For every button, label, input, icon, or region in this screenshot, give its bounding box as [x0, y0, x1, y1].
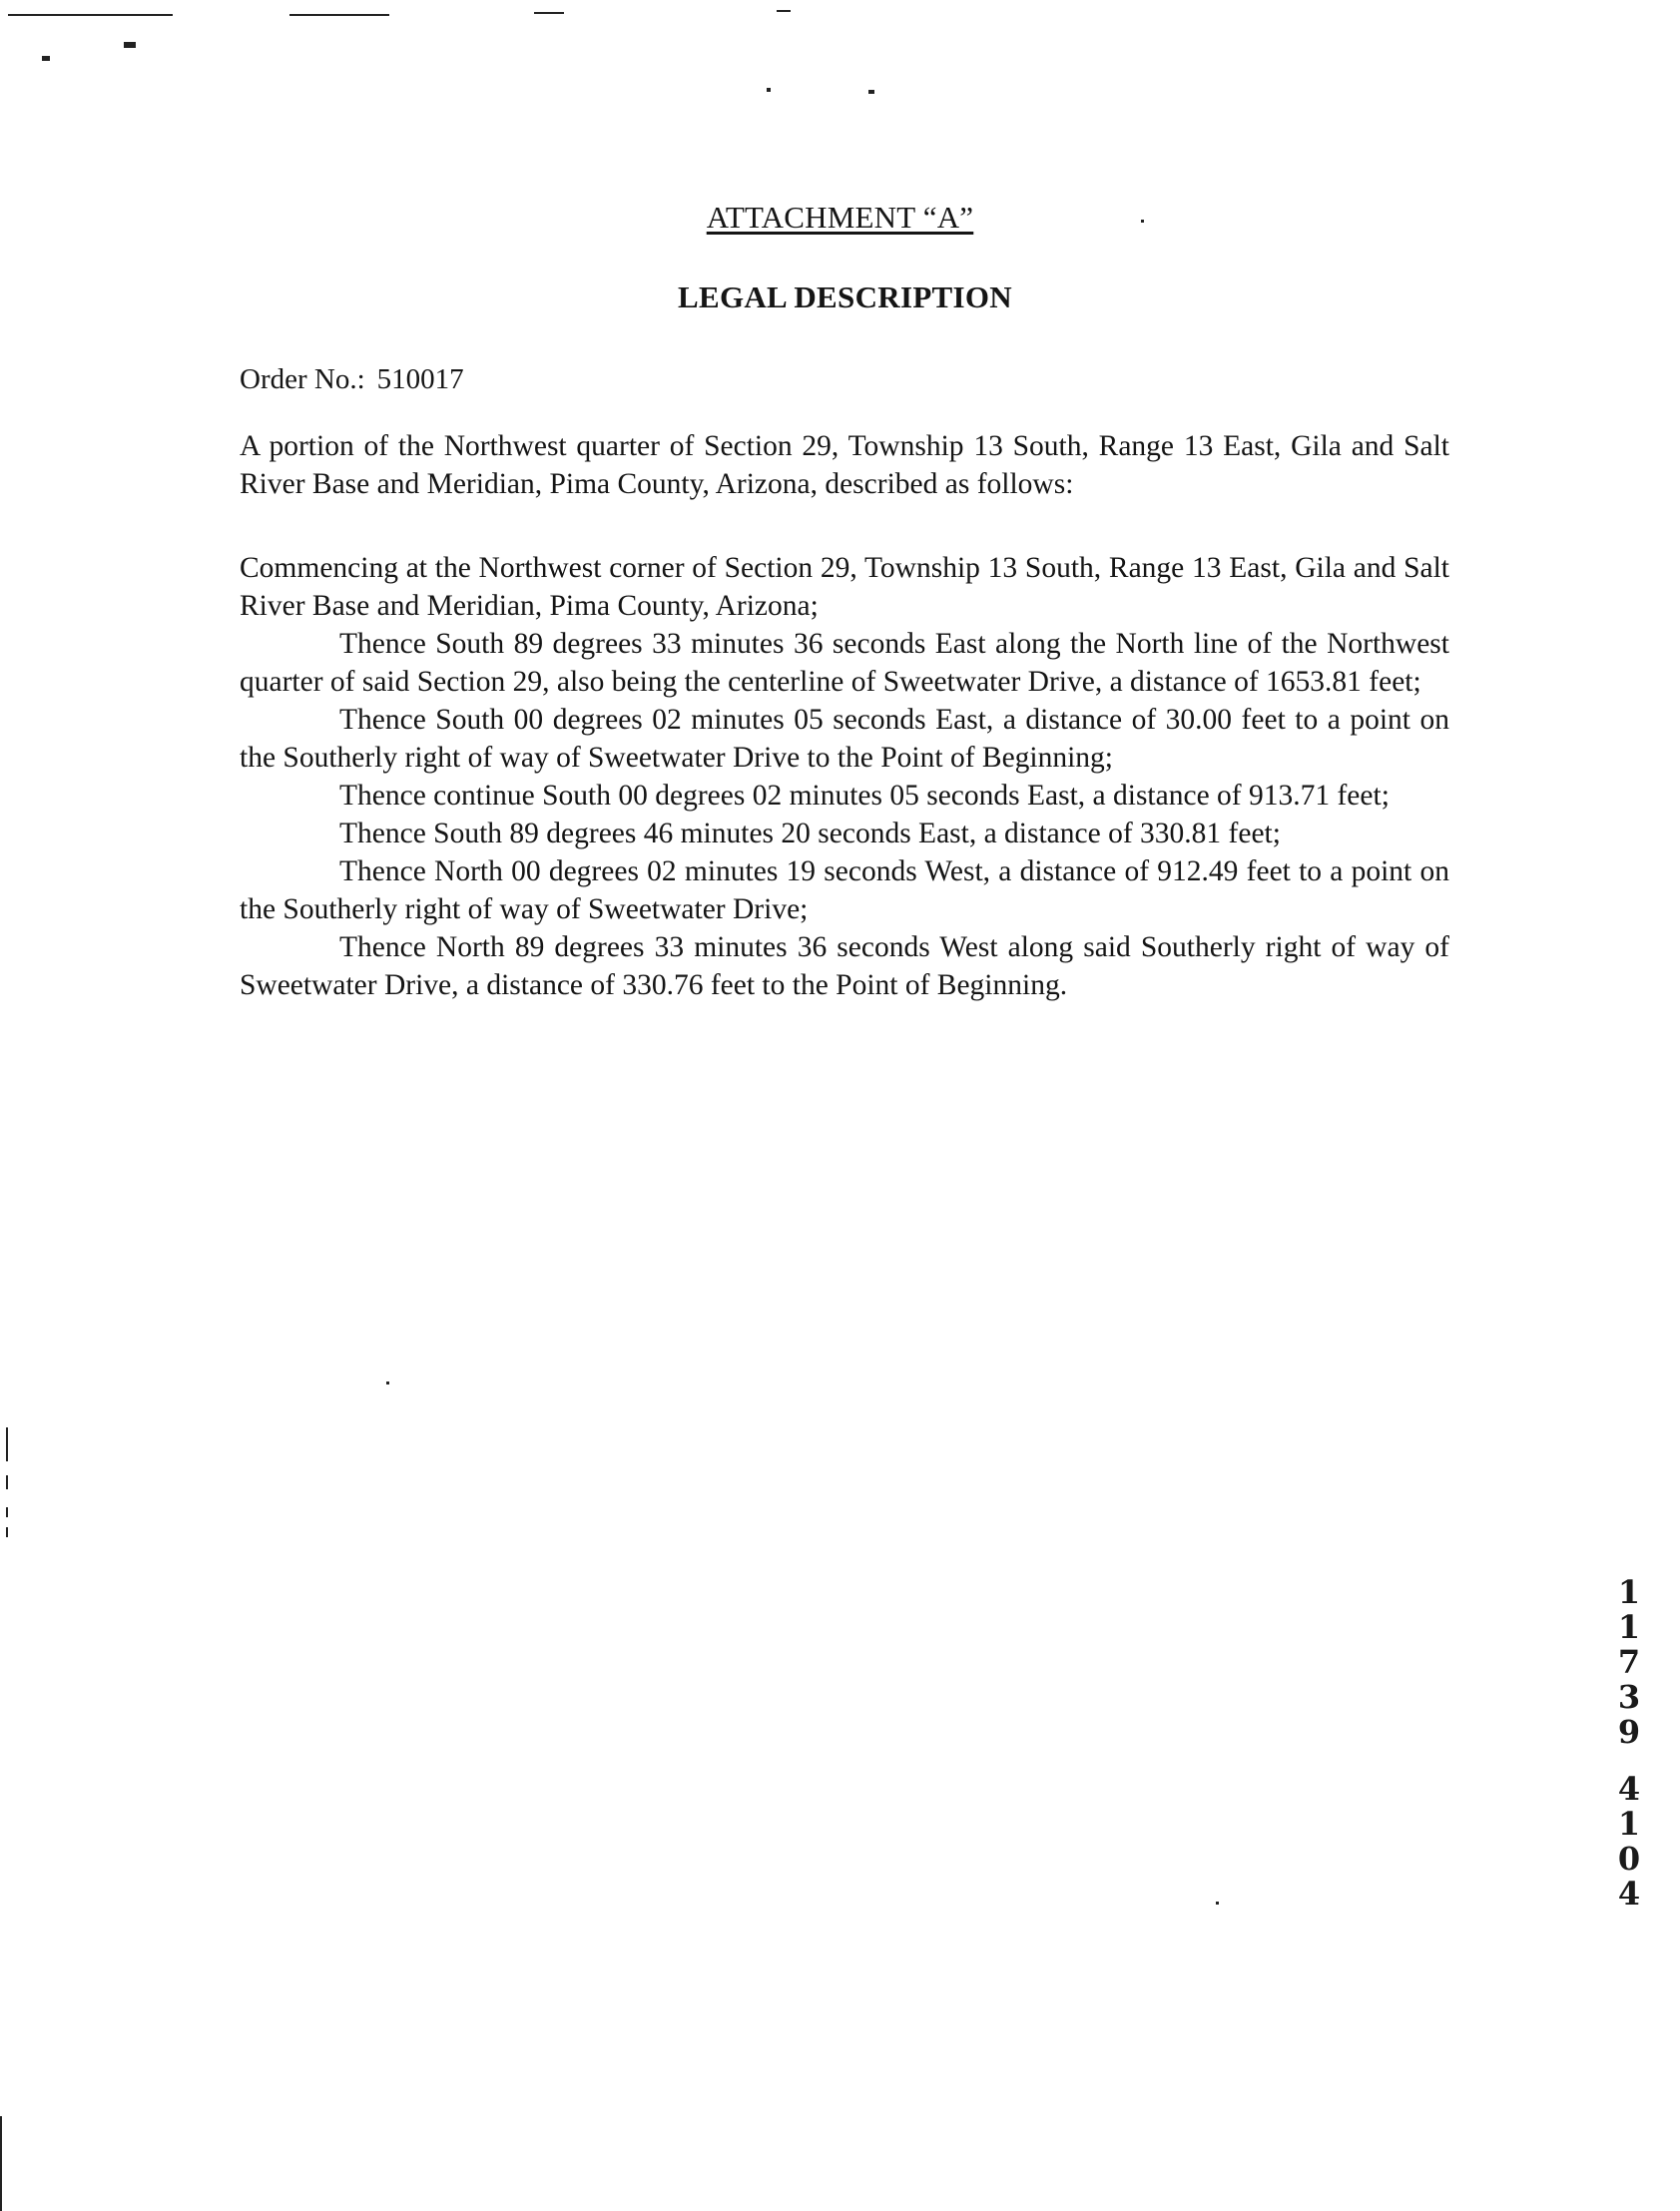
scan-artifact-left-edge-5	[0, 2116, 2, 2211]
scan-artifact-speck-3	[767, 88, 771, 92]
attachment-title: ATTACHMENT “A”	[706, 200, 974, 235]
scan-artifact-top-line-1	[8, 14, 173, 16]
recording-digit: 1	[1617, 1805, 1641, 1843]
recording-digit: 9	[1617, 1713, 1641, 1751]
scan-artifact-left-edge-1	[6, 1427, 8, 1461]
commencing-paragraph: Commencing at the Northwest corner of Section 29, Township 13 South, Range 13 East, Gila and Salt River Base and Meridian, Pima County, Arizona;	[240, 552, 1449, 622]
scan-artifact-speck-6	[386, 1382, 389, 1384]
order-number-value: 510017	[376, 363, 464, 395]
metes-and-bounds-description	[240, 549, 1449, 1004]
course-paragraph: Thence South 89 degrees 46 minutes 20 seconds East, a distance of 330.81 feet;	[339, 818, 1281, 849]
recording-digit: 4	[1617, 1875, 1641, 1913]
recording-digit: 1	[1617, 1608, 1641, 1646]
recording-digit-gap	[1614, 1750, 1644, 1772]
course-paragraph: Thence North 89 degrees 33 minutes 36 seconds West along said Southerly right of way of Sweetwater Drive, a distance of 330.76 feet to the Point of Beginning.	[240, 931, 1449, 1001]
scan-artifact-speck-1	[42, 56, 50, 61]
order-number-label: Order No.:	[240, 363, 365, 395]
recording-digit: 0	[1617, 1840, 1641, 1878]
intro-paragraph: A portion of the Northwest quarter of Section 29, Township 13 South, Range 13 East, Gila and Salt River Base and Meridian, Pima County, Arizona, described as follows:	[240, 430, 1449, 500]
course-paragraph: Thence South 89 degrees 33 minutes 36 seconds East along the North line of the Northwest quarter of said Section 29, also being the centerline of Sweetwater Drive, a distance of 1653.81 feet;	[240, 628, 1449, 698]
recording-digit: 1	[1617, 1573, 1641, 1611]
scan-artifact-left-edge-2	[6, 1475, 8, 1489]
scan-artifact-speck-2	[124, 42, 136, 48]
course-paragraph: Thence South 00 degrees 02 minutes 05 seconds East, a distance of 30.00 feet to a point on the Southerly right of way of Sweetwater Drive to the Point of Beginning;	[240, 704, 1449, 774]
order-number-line	[240, 363, 464, 396]
recording-stamp-number	[1614, 1575, 1644, 1912]
recording-digit: 3	[1617, 1678, 1641, 1716]
scan-artifact-left-edge-3	[6, 1507, 8, 1517]
scan-artifact-left-edge-4	[6, 1527, 8, 1537]
legal-description-heading: LEGAL DESCRIPTION	[678, 279, 1012, 314]
scan-artifact-top-line-2	[289, 14, 389, 16]
course-paragraph: Thence North 00 degrees 02 minutes 19 seconds West, a distance of 912.49 feet to a point on the Southerly right of way of Sweetwater Drive;	[240, 855, 1449, 925]
scan-artifact-speck-4	[868, 90, 874, 94]
recording-digit: 4	[1617, 1770, 1641, 1808]
recording-digit: 7	[1617, 1643, 1641, 1681]
course-paragraph: Thence continue South 00 degrees 02 minutes 05 seconds East, a distance of 913.71 feet;	[339, 780, 1390, 812]
scan-artifact-top-line-4	[777, 10, 791, 12]
scan-artifact-top-line-3	[534, 12, 564, 14]
scan-artifact-speck-7	[1216, 1902, 1219, 1905]
